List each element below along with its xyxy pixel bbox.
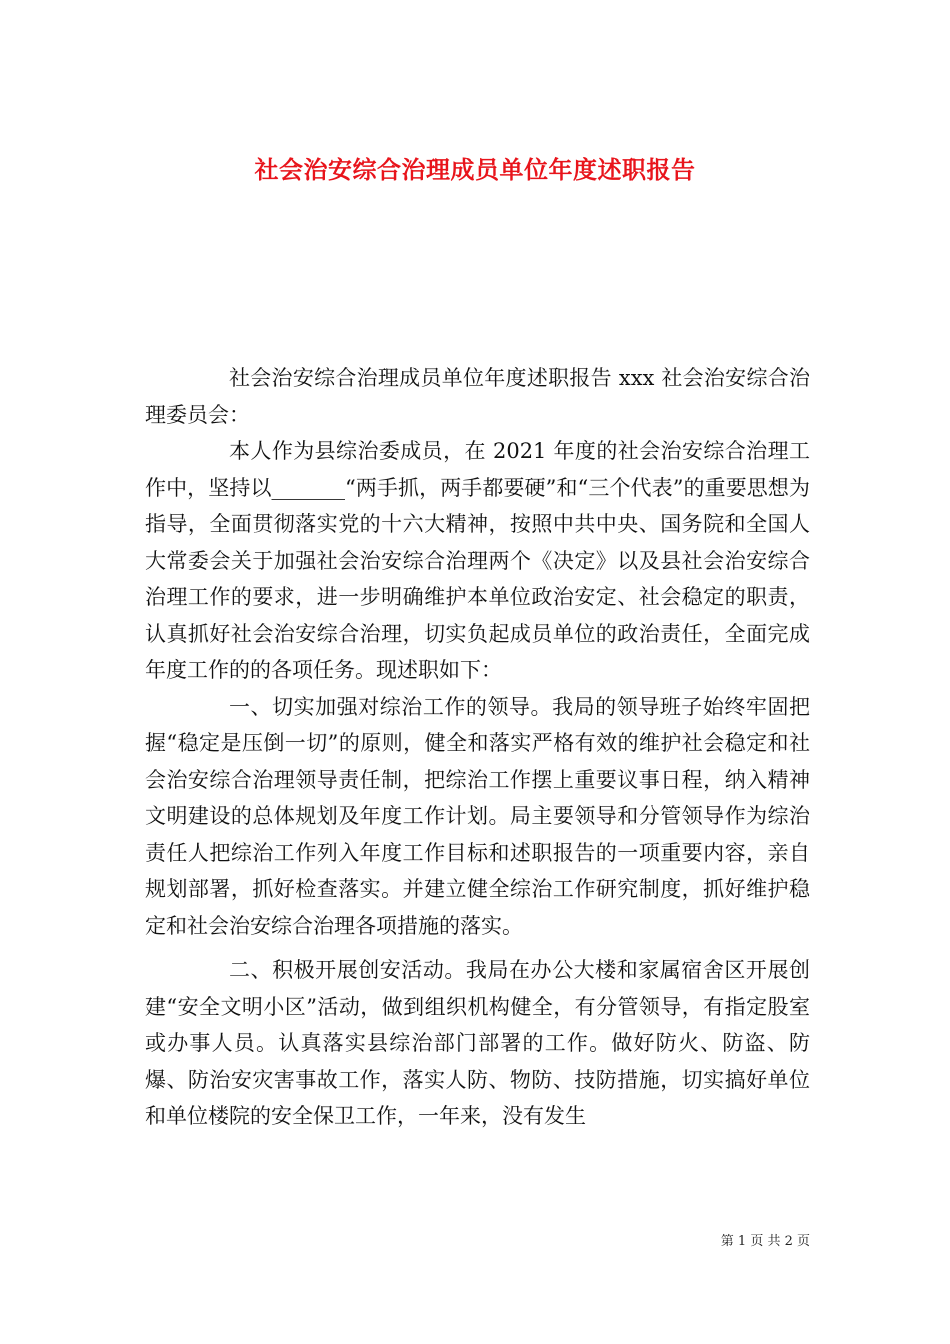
page-number: 第 1 页 共 2 页 [720, 1234, 810, 1249]
paragraph-section-two: 二、积极开展创安活动。我局在办公大楼和家属宿舍区开展创建“安全文明小区”活动，做到组织机构健全，有分管领导，有指定股室或办事人员。认真落实县综治部门部署的工作。做好防火、防盗、防爆、防治安灾害事故工作，落实人防、物防、技防措施，切实搞好单位和单位楼院的安全保卫工作，一年来，没有发生 [145, 958, 810, 1128]
paragraph-greeting: 社会治安综合治理成员单位年度述职报告 xxx 社会治安综合治理委员会： [145, 366, 810, 427]
document-title: 社会治安综合治理成员单位年度述职报告 [254, 155, 696, 185]
paragraph-section-one: 一、切实加强对综治工作的领导。我局的领导班子始终牢固把握“稳定是压倒一切”的原则，健全和落实严格有效的维护社会稳定和社会治安综合治理领导责任制，把综治工作摆上重要议事日程，纳入精神文明建设的总体规划及年度工作计划。局主要领导和分管领导作为综治责任人把综治工作列入年度工作目标和述职报告的一项重要内容，亲自规划部署，抓好检查落实。并建立健全综治工作研究制度，抓好维护稳定和社会治安综合治理各项措施的落实。 [145, 694, 810, 938]
document-body [145, 360, 810, 1135]
paragraph-intro: 本人作为县综治委成员，在 2021 年度的社会治安综合治理工作中，坚持以_______“两手抓，两手都要硬”和“三个代表”的重要思想为指导，全面贯彻落实党的十六大精神，按照中共中央、国务院和全国人大常委会关于加强社会治安综合治理两个《决定》以及县社会治安综合治理工作的要求，进一步明确维护本单位政治安定、社会稳定的职责，认真抓好社会治安综合治理，切实负起成员单位的政治责任，全面完成年度工作的的各项任务。现述职如下： [145, 439, 810, 682]
